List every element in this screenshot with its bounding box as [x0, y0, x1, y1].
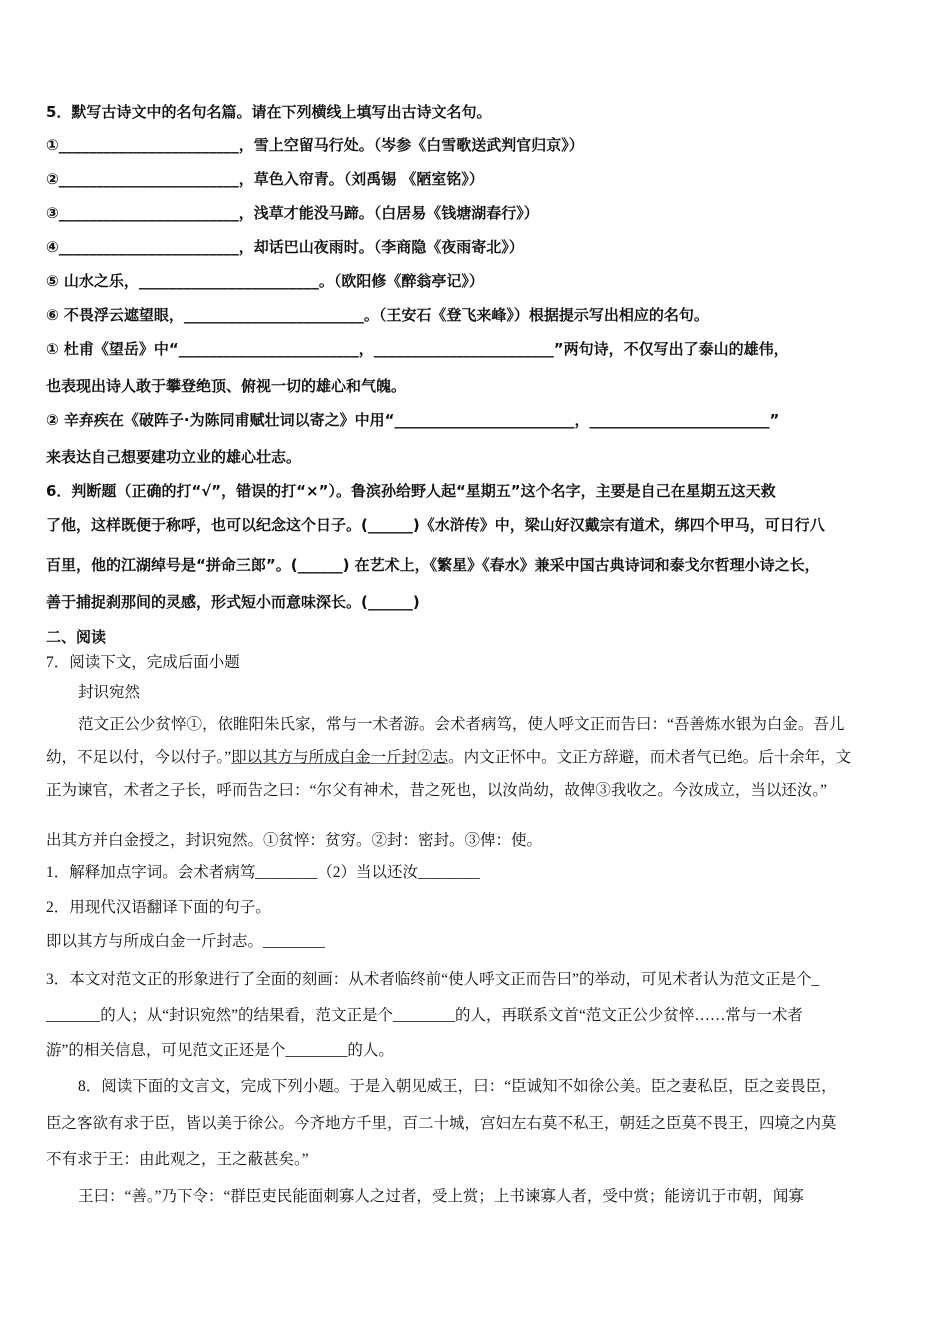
q5-item-3: ③________________________，浅草才能没马蹄。（白居易《钱塘湖春行》） — [46, 204, 539, 222]
q7-sub-3-line-2: _______的人；从“封识宛然”的结果看，范文正是个________的人，再联系文首“范文正公少贫悴……常与一术者 — [46, 1007, 803, 1024]
underlined-sentence: 即以其方与所成白金一斤封②志 — [231, 749, 449, 766]
q7-sub-1: 1．解释加点字词。会术者病笃________（2）当以还汝________ — [46, 864, 481, 881]
q5-item-5: ⑤ 山水之乐，________________________。（欧阳修《醉翁亭记》） — [46, 272, 484, 290]
q5-item-8: 也表现出诗人敢于攀登绝顶、俯视一切的雄心和气魄。 — [46, 377, 407, 395]
q6-line-4: 善于捕捉刹那间的灵感，形式短小而意味深长。(______) — [46, 593, 420, 611]
passage-text: 幼，不足以付，今以付子。” — [46, 749, 232, 766]
q5-title: 5．默写古诗文中的名句名篇。请在下列横线上填写出古诗文名句。 — [46, 103, 492, 121]
q6-line-1: 6．判断题（正确的打“√”，错误的打“×”）。鲁滨孙给野人起“星期五”这个名字，主要是自己在星期五这天救 — [46, 482, 776, 500]
q7-sub-3-line-3: 游”的相关信息，可见范文正还是个________的人。 — [46, 1042, 394, 1059]
q7-sub-2: 2．用现代汉语翻译下面的句子。 — [46, 899, 271, 916]
passage-line-1: 范文正公少贫悴①，依睢阳朱氏家，常与一术者游。会术者病笃，使人呼文正而告曰：“吾善炼水银为白金。吾儿 — [78, 716, 845, 733]
q5-item-7: ① 杜甫《望岳》中“________________________，________________________”两句诗，不仅写出了泰山的雄伟， — [46, 340, 789, 358]
q6-line-3: 百里，他的江湖绰号是“拼命三郎”。(______) 在艺术上，《繁星》《春水》兼采中国古典诗词和泰戈尔哲理小诗之长， — [46, 556, 820, 574]
q8-line-1: 8．阅读下面的文言文，完成下列小题。于是入朝见威王，曰：“臣诚知不如徐公美。臣之妻私臣，臣之妾畏臣， — [78, 1078, 837, 1095]
q7-sub-2-sentence: 即以其方与所成白金一斤封志。________ — [46, 933, 326, 950]
q5-item-4: ④________________________，却话巴山夜雨时。（李商隐《夜雨寄北》） — [46, 238, 524, 256]
q7-sub-3-line-1: 3．本文对范文正的形象进行了全面的刻画：从术者临终前“使人呼文正而告曰”的举动，可见术者认为范文正是个_ — [46, 971, 820, 988]
passage-line-2 — [46, 748, 851, 768]
q8-line-3: 不有求于王：由此观之，王之蔽甚矣。” — [46, 1151, 309, 1168]
passage-text: 。内文正怀中。文正方辞避，而术者气已绝。后十余年，文 — [448, 749, 852, 766]
section-heading: 二、阅读 — [46, 628, 107, 646]
q8-line-4: 王曰：“善。”乃下令：“群臣吏民能面刺寡人之过者，受上赏；上书谏寡人者，受中赏；能谤讥于市朝，闻寡 — [78, 1188, 804, 1205]
q5-item-1: ①________________________，雪上空留马行处。（岑参《白雪歌送武判官归京》） — [46, 136, 584, 154]
q5-item-6: ⑥ 不畏浮云遮望眼，________________________。（王安石《登飞来峰》）根据提示写出相应的名句。 — [46, 306, 709, 324]
q5-item-9: ② 辛弃疾在《破阵子·为陈同甫赋壮词以寄之》中用“________________________，________________________” — [46, 411, 780, 429]
passage-title: 封识宛然 — [78, 684, 141, 701]
q5-item-10: 来表达自己想要建功立业的雄心壮志。 — [46, 448, 302, 466]
q7-title: 7．阅读下文，完成后面小题 — [46, 654, 240, 671]
q8-line-2: 臣之客欲有求于臣，皆以美于徐公。今齐地方千里，百二十城，宫妇左右莫不私王，朝廷之臣莫不畏王，四境之内莫 — [46, 1115, 837, 1132]
q5-item-2: ②________________________，草色入帘青。（刘禹锡 《陋室铭》） — [46, 170, 484, 188]
passage-line-4: 出其方并白金授之，封识宛然。①贫悴：贫穷。②封：密封。③俾：使。 — [46, 832, 543, 849]
q6-line-2: 了他，这样既便于称呼，也可以纪念这个日子。(______)《水浒传》中，梁山好汉戴宗有道术，绑四个甲马，可日行八 — [46, 516, 825, 534]
passage-line-3: 正为谏官，术者之子长，呼而告之曰：“尔父有神术，昔之死也，以汝尚幼，故俾③我收之。今汝成立，当以还汝。” — [46, 782, 828, 799]
